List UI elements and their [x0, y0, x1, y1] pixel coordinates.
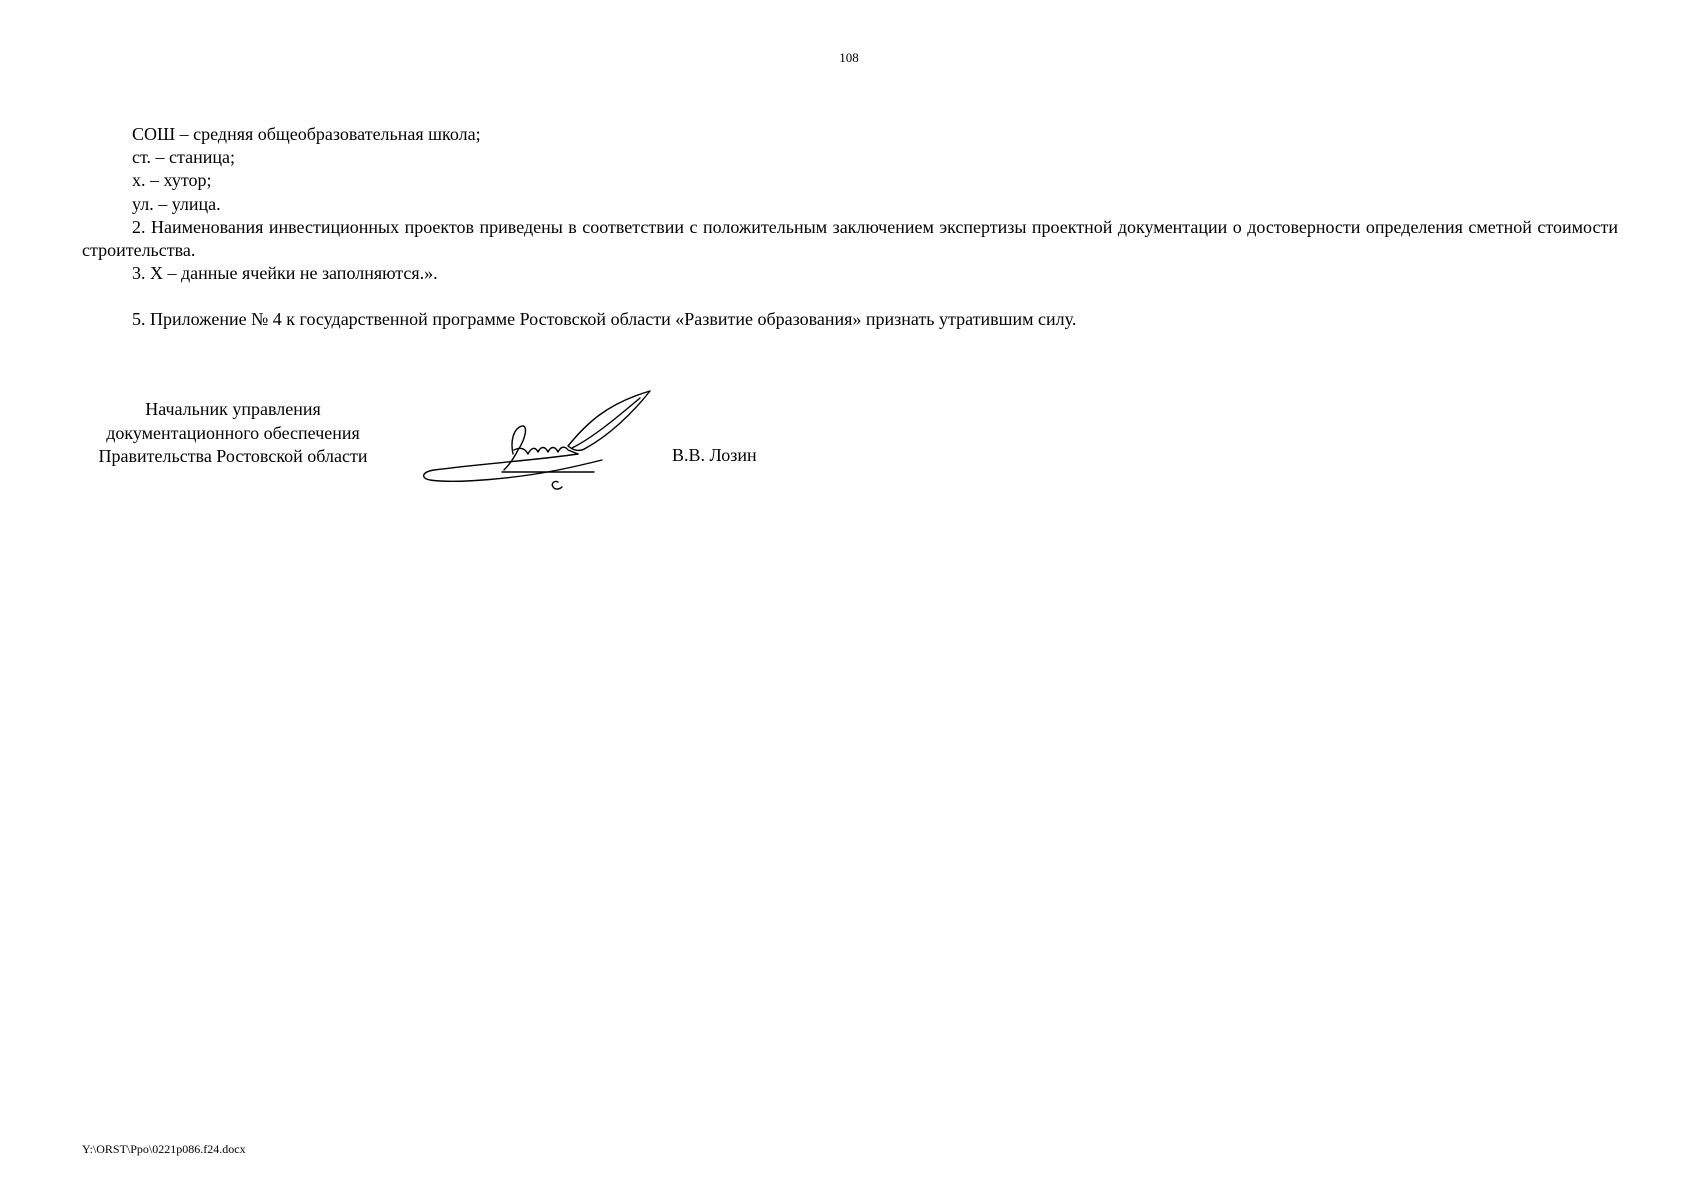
abbreviation-line: СОШ – средняя общеобразовательная школа; [132, 124, 481, 144]
signatory-position-line: документационного обеспечения [106, 422, 360, 443]
signatory-position-line: Правительства Ростовской области [98, 446, 368, 466]
abbreviation-line: ст. – станица; [132, 147, 235, 168]
note-paragraph-3: 3. Х – данные ячейки не заполняются.». [132, 263, 438, 284]
abbreviation-line: х. – хутор; [132, 170, 212, 191]
paragraph-gap [82, 285, 1618, 308]
signatory-name: В.В. Лозин [672, 445, 757, 465]
handwritten-signature [418, 388, 658, 494]
signatory-position [80, 398, 386, 469]
page-number: 108 [839, 50, 859, 65]
signatory-position-line: Начальник управления [145, 399, 321, 419]
abbreviation-line: ул. – улица. [132, 193, 221, 214]
footer-file-path: Y:\ORST\Ppo\0221p086.f24.docx [82, 1142, 246, 1156]
note-paragraph-2: 2. Наименования инвестиционных проектов приведены в соответствии с положительным заключением экспертизы проектной документации о достоверности определения сметной стоимости строительства. [82, 216, 1618, 261]
document-body [82, 123, 1618, 332]
item-5-paragraph: 5. Приложение № 4 к государственной программе Ростовской области «Развитие образования» признать утратившим силу. [132, 309, 1077, 330]
